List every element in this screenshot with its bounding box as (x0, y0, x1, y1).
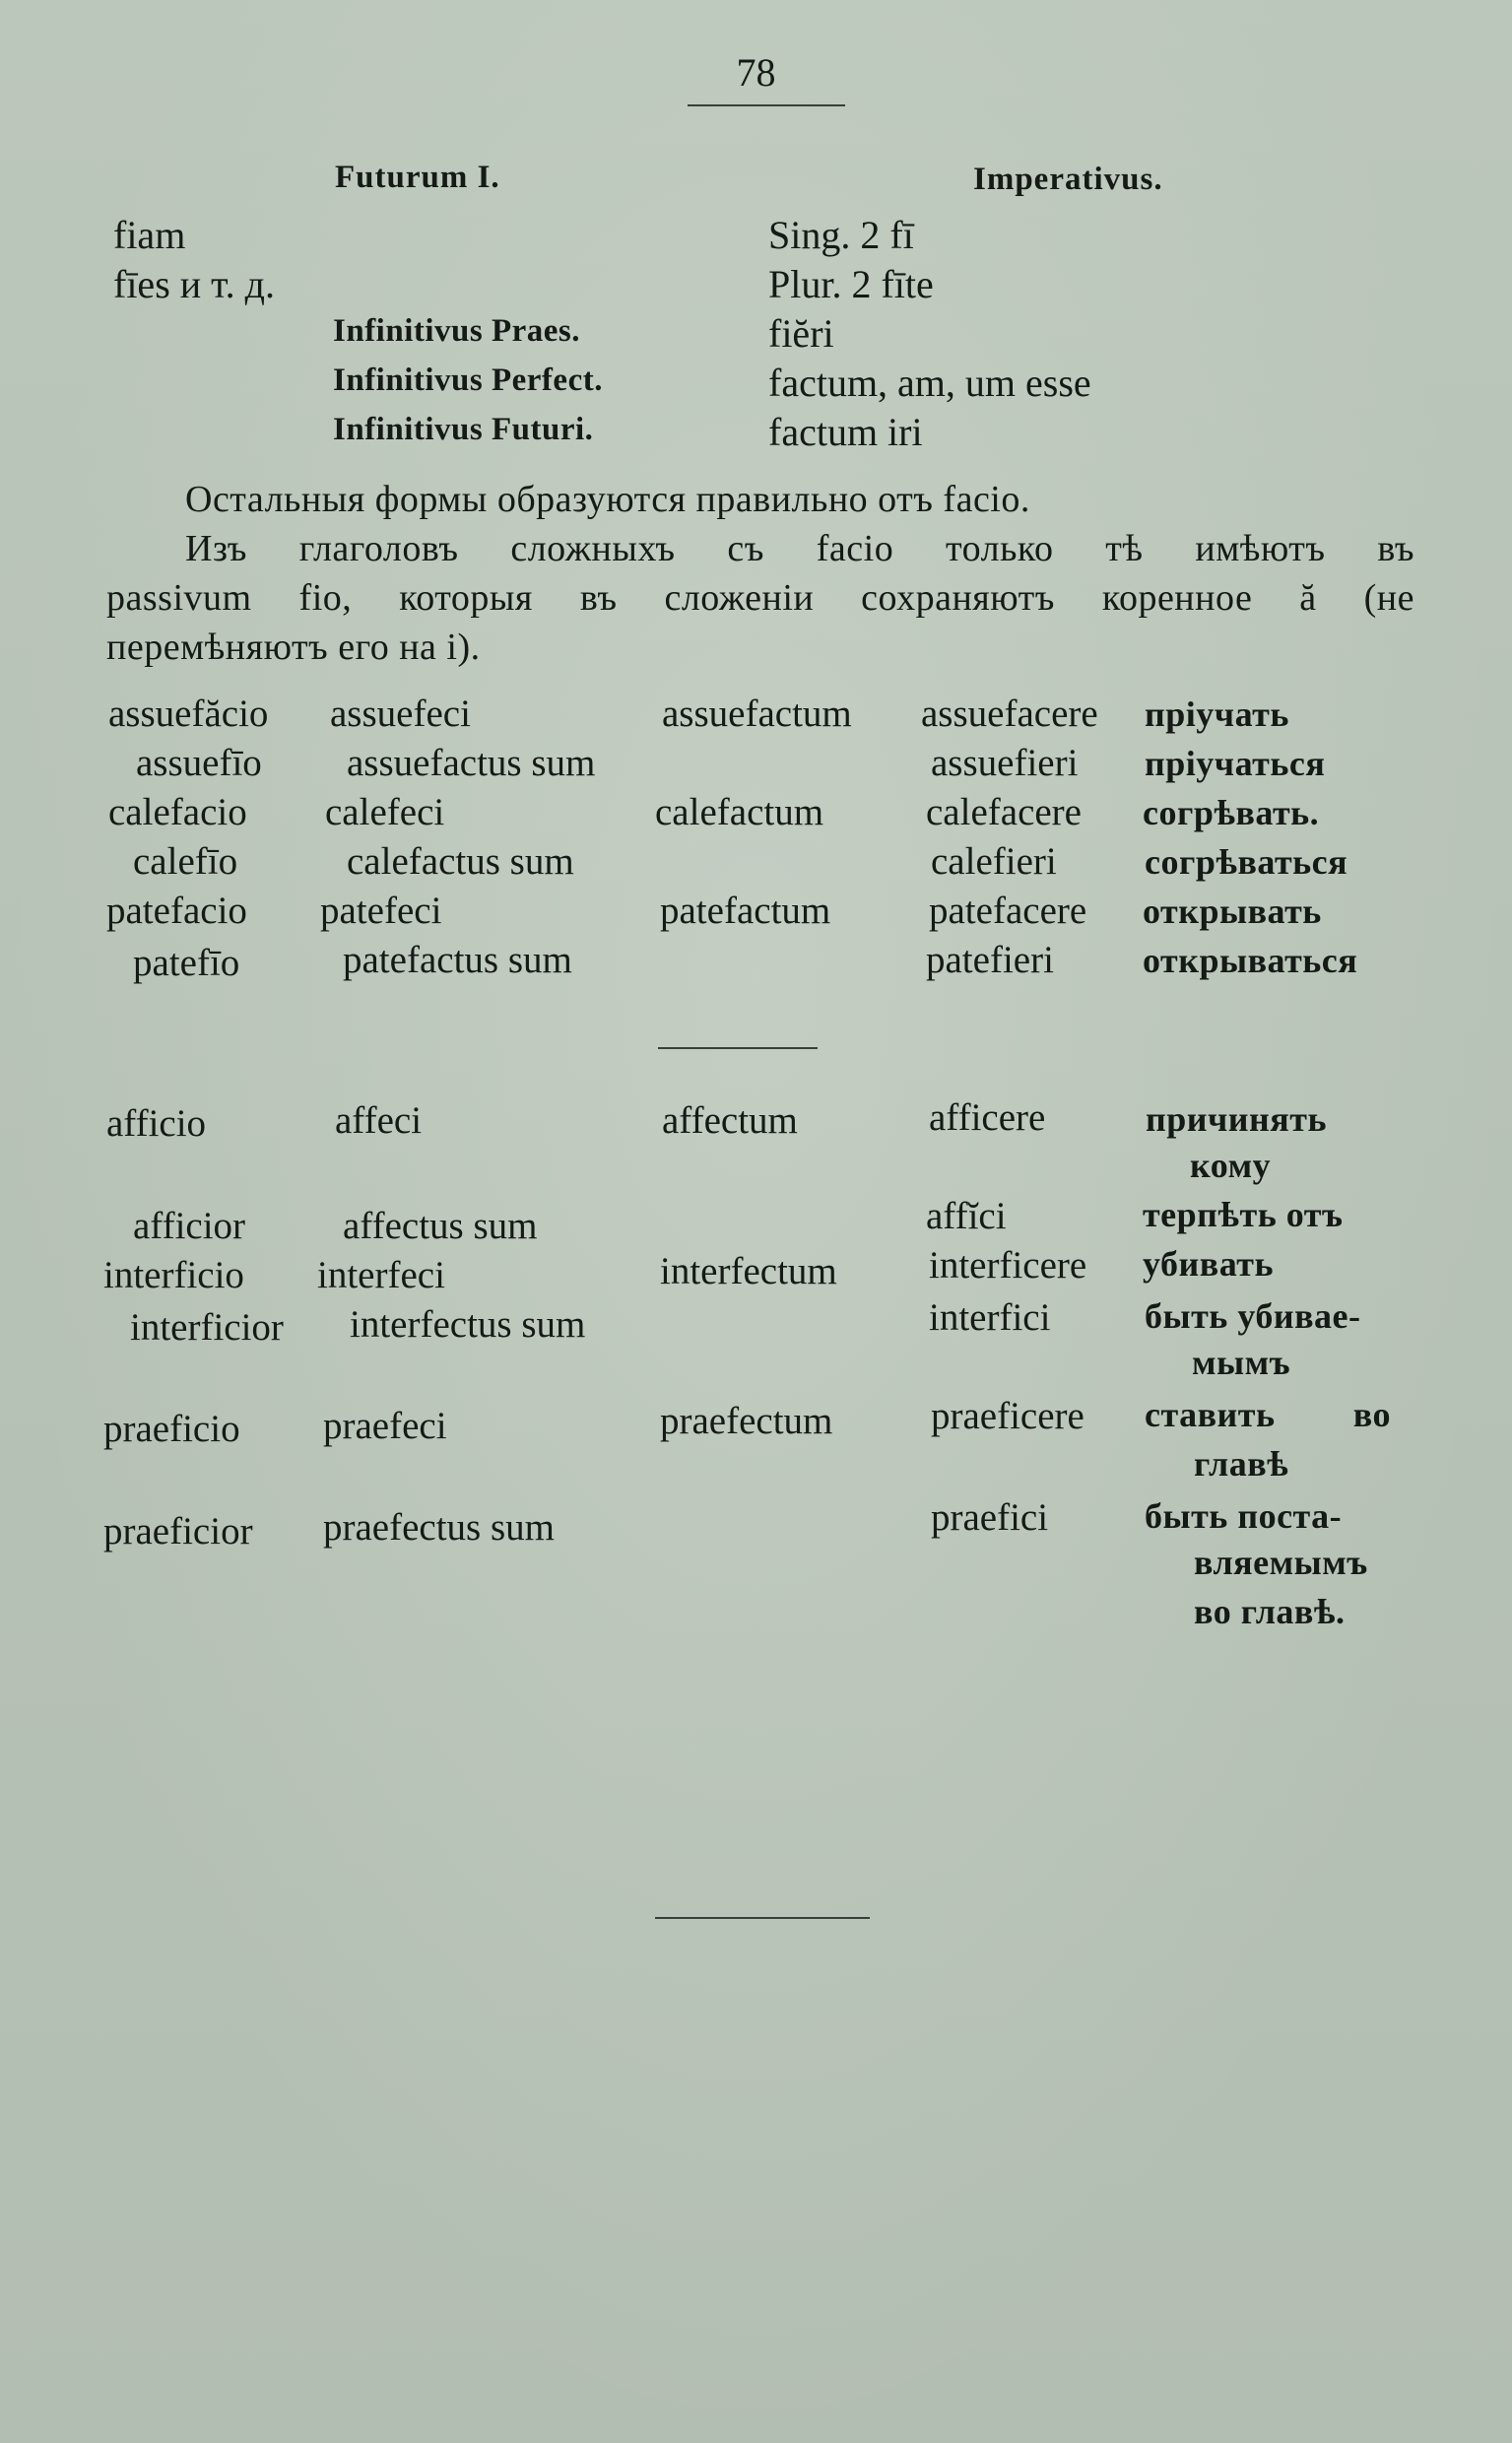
t1-r4-c5: согрѣваться (1145, 842, 1348, 882)
t2-r5-c2: praefeci (323, 1405, 447, 1447)
t2-r1-c2: affeci (335, 1099, 423, 1142)
t2-r4-c5-l1: быть убивае- (1145, 1296, 1361, 1336)
t1-r1-c2: assuefeci (330, 693, 471, 735)
t1-r5-c2: patefeci (320, 890, 442, 932)
t1-r1-c1: assuefăcio (108, 693, 269, 735)
t1-r3-c1: calefacio (108, 791, 247, 833)
t2-r5-c5-l1: ставить во (1145, 1395, 1391, 1434)
t2-r2-c4: affĭci (926, 1195, 1007, 1237)
t2-r6-c5-l3: во главѣ. (1194, 1592, 1346, 1631)
t1-r2-c2: assuefactus sum (347, 742, 596, 784)
imperativus-sing: Sing. 2 fī (768, 213, 914, 257)
t2-r5-c1: praeficio (103, 1408, 240, 1450)
t2-r3-c2: interfeci (317, 1254, 445, 1296)
t1-r2-c4: assuefieri (931, 742, 1079, 784)
futurum-header: Futurum I. (335, 160, 500, 195)
t1-r3-c3: calefactum (655, 791, 824, 833)
t2-r5-c5-l2: главѣ (1194, 1444, 1289, 1484)
t1-r3-c2: calefeci (325, 791, 445, 833)
paragraph-2-line-1: Изъ глаголовъ сложныхъ съ facio только тѣ имѣютъ въ (185, 528, 1414, 569)
t2-r4-c5-l2: мымъ (1192, 1343, 1291, 1382)
futurum-form-1: fiam (113, 213, 186, 257)
t1-r4-c2: calefactus sum (347, 840, 574, 883)
t1-r6-c2: patefactus sum (343, 939, 572, 981)
paragraph-2-line-3: перемѣняютъ его на i). (106, 627, 481, 668)
t2-r6-c1: praeficior (103, 1510, 253, 1552)
t2-r3-c5-l1: убивать (1143, 1244, 1274, 1284)
t1-r5-c4: patefacere (929, 890, 1087, 932)
futurum-form-2: fīes и т. д. (113, 262, 275, 306)
t2-r4-c4: interfici (929, 1296, 1051, 1339)
t1-r5-c3: patefactum (660, 890, 831, 932)
t2-r2-c5-l1: терпѣть отъ (1143, 1195, 1344, 1234)
t1-r5-c1: patefacio (106, 890, 247, 932)
t1-r6-c1: patefīo (133, 942, 240, 984)
t1-r4-c1: calefīo (133, 840, 238, 883)
infinitive-perfect-label: Infinitivus Perfect. (333, 363, 603, 398)
t1-r3-c4: calefacere (926, 791, 1082, 833)
page-number: 78 (736, 50, 776, 95)
paragraph-1: Остальныя формы образуются правильно отъ facio. (185, 479, 1030, 520)
t1-r3-c5: согрѣвать. (1143, 793, 1320, 832)
t2-r6-c5-l1: быть поста- (1145, 1496, 1343, 1536)
t2-r4-c2: interfectus sum (350, 1303, 586, 1346)
t2-r3-c3: interfectum (660, 1250, 837, 1292)
t2-r6-c4: praefici (931, 1496, 1049, 1539)
t2-r6-c5-l2: вляемымъ (1194, 1543, 1368, 1582)
t2-r1-c4: afficere (929, 1096, 1046, 1139)
infinitive-praes-value: fiĕri (768, 311, 834, 356)
page-number-rule (688, 104, 845, 106)
t1-r2-c5: пріучаться (1145, 744, 1326, 783)
infinitive-praes-label: Infinitivus Praes. (333, 313, 581, 349)
t2-r1-c5-l2: кому (1190, 1146, 1272, 1185)
t2-r2-c1: afficior (133, 1205, 246, 1247)
t2-r6-c2: praefectus sum (323, 1506, 555, 1549)
infinitive-perfect-value: factum, am, um esse (768, 361, 1091, 405)
t2-r1-c1: afficio (106, 1102, 207, 1145)
t1-r4-c4: calefieri (931, 840, 1057, 883)
imperativus-header: Imperativus. (973, 162, 1163, 197)
t2-r4-c1: interficior (130, 1306, 284, 1349)
t1-r5-c5: открывать (1143, 891, 1322, 931)
paragraph-2-line-2: passivum fio, которыя въ сложеніи сохраняютъ коренное ă (не (106, 577, 1414, 619)
t1-r2-c1: assuefīo (136, 742, 262, 784)
t2-r3-c4: interficere (929, 1244, 1087, 1287)
t1-r1-c5: пріучать (1145, 694, 1289, 734)
t2-r5-c4: praeficere (931, 1395, 1085, 1437)
t2-r3-c1: interficio (103, 1254, 244, 1296)
t2-r1-c3: affectum (662, 1099, 798, 1142)
t1-r1-c3: assuefactum (662, 693, 852, 735)
section-separator (658, 1047, 818, 1049)
infinitive-futuri-label: Infinitivus Futuri. (333, 412, 594, 447)
t2-r5-c3: praefectum (660, 1400, 833, 1442)
end-rule (655, 1917, 870, 1919)
t1-r1-c4: assuefacere (921, 693, 1098, 735)
t2-r1-c5-l1: причинять (1146, 1099, 1327, 1139)
t1-r6-c4: patefieri (926, 939, 1054, 981)
imperativus-plur: Plur. 2 fīte (768, 262, 934, 306)
t1-r6-c5: открываться (1143, 941, 1358, 980)
t2-r2-c2: affectus sum (343, 1205, 538, 1247)
infinitive-futuri-value: factum iri (768, 410, 923, 454)
